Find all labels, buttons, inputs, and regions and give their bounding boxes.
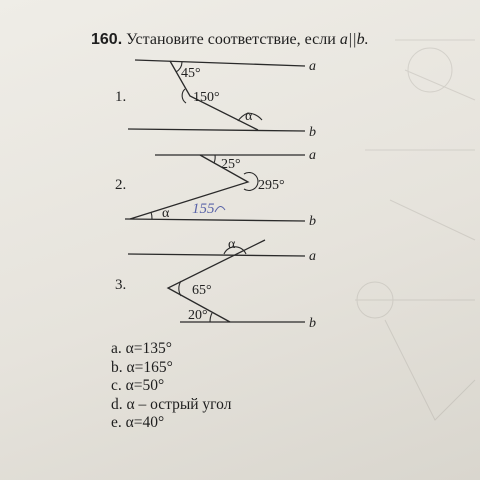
angle-label-150: 150° (193, 90, 220, 105)
line-label-b-3: b (309, 316, 316, 331)
figure-number-3: 3. (115, 277, 127, 293)
line-b-2 (125, 219, 305, 221)
angle-label-20: 20° (188, 308, 208, 323)
line-label-b-2: b (309, 214, 316, 229)
line-label-a-3: a (309, 249, 316, 264)
answer-option-d: d. α – острый угол (111, 395, 232, 413)
angle-arc-alpha-2 (151, 212, 152, 219)
answer-option-b: b. α=165° (111, 358, 173, 376)
angle-label-295: 295° (258, 178, 285, 193)
figure-2 (115, 148, 316, 229)
figure-number-2: 2. (115, 177, 127, 193)
answer-option-e: e. α=40° (111, 414, 165, 432)
task-number: 160. (91, 31, 123, 48)
angle-arc-150 (182, 89, 186, 103)
line-b-1 (128, 129, 305, 131)
pencil-scribble (215, 206, 225, 212)
parallel-condition: a||b. (339, 31, 369, 48)
angle-label-65: 65° (192, 283, 212, 298)
line-label-a-1: a (309, 59, 316, 74)
answer-option-a: a. α=135° (111, 340, 172, 357)
answer-options (111, 340, 231, 433)
line-a-3 (128, 254, 305, 256)
task-text: Установите соответствие, если (126, 31, 336, 48)
line-label-a-2: a (309, 148, 316, 163)
angle-label-25: 25° (221, 157, 241, 172)
angle-label-alpha-1: α (245, 109, 253, 124)
handwritten-note: 155 (192, 201, 215, 217)
figure-3 (115, 237, 316, 331)
angle-label-alpha-2: α (162, 206, 170, 221)
angle-arc-25 (214, 155, 215, 163)
broken-line-3 (168, 240, 265, 322)
figure-1 (115, 59, 316, 140)
angle-label-45: 45° (181, 66, 201, 81)
angle-label-alpha-3: α (228, 237, 236, 252)
line-label-b-1: b (309, 125, 316, 140)
figure-number-1: 1. (115, 89, 127, 105)
angle-arc-20 (210, 313, 212, 322)
line-a-1 (135, 60, 305, 66)
answer-option-c: c. α=50° (111, 377, 165, 395)
